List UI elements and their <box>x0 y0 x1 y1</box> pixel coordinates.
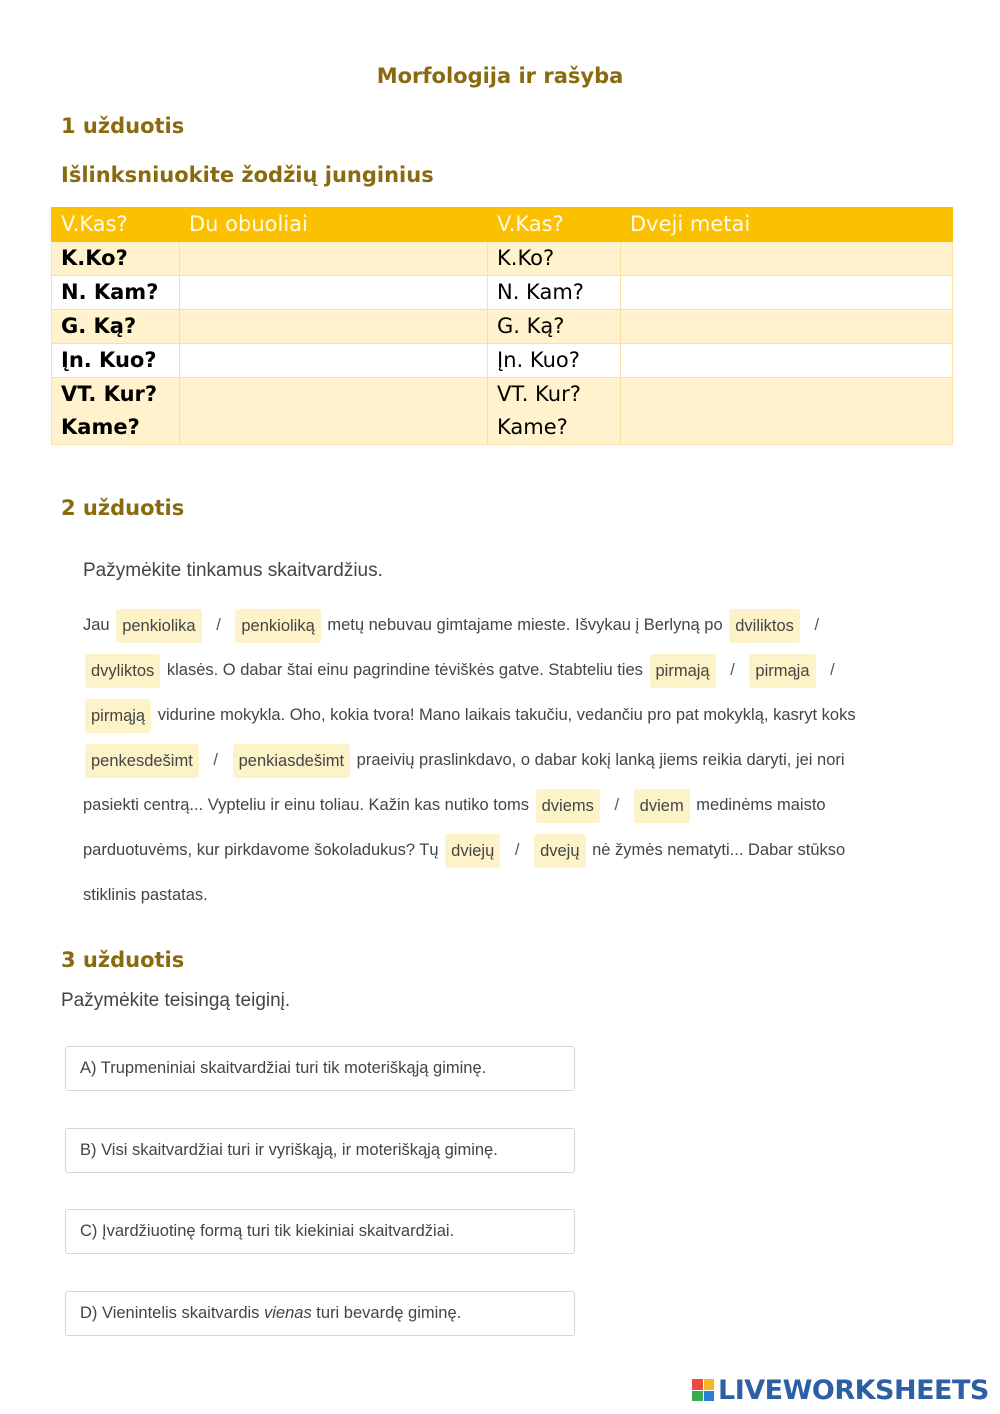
option-d-text-end: turi bevardę giminę. <box>311 1304 462 1322</box>
text-fragment: Jau <box>83 616 110 634</box>
choice-penkiasdesimt[interactable]: penkiasdešimt <box>233 744 350 778</box>
choice-dviem[interactable]: dviem <box>634 789 690 823</box>
task-3-instruction: Pažymėkite teisingą teiginį. <box>61 990 291 1011</box>
text-fragment: metų nebuvau gimtajame mieste. Išvykau į Berlyną po <box>327 616 723 634</box>
choice-pirmaja-1[interactable]: pirmają <box>650 654 716 688</box>
slash-separator: / <box>213 751 218 769</box>
answer-cell-right[interactable] <box>621 310 953 344</box>
choice-pirmaja-3[interactable]: pirmąją <box>85 699 151 733</box>
case-label-line: Kame? <box>61 415 140 439</box>
slash-separator: / <box>830 661 835 679</box>
text-fragment: pasiekti centrą... Vypteliu ir einu toliau. Kažin kas nutiko toms <box>83 796 530 814</box>
slash-separator: / <box>614 796 620 814</box>
table-row <box>52 242 953 276</box>
text-line <box>83 828 845 873</box>
task-1-instruction: Išlinksniuokite žodžių junginius <box>61 163 434 187</box>
text-line <box>83 693 856 738</box>
text-line <box>83 873 208 918</box>
logo-square <box>692 1379 703 1390</box>
choice-dviems[interactable]: dviems <box>536 789 600 823</box>
text-line <box>83 648 843 693</box>
header-phrase-left: Du obuoliai <box>180 208 488 242</box>
task-2-instruction: Pažymėkite tinkamus skaitvardžius. <box>83 560 383 581</box>
case-label-left <box>52 378 180 445</box>
option-b[interactable]: B) Visi skaitvardžiai turi ir vyriškąją, ir moteriškąją giminę. <box>65 1128 575 1173</box>
text-fragment: medinėms maisto <box>696 796 826 814</box>
choice-dveju[interactable]: dvejų <box>534 834 585 868</box>
answer-cell-right[interactable] <box>621 344 953 378</box>
answer-cell-right[interactable] <box>621 276 953 310</box>
case-label-right: Įn. Kuo? <box>488 344 621 378</box>
choice-dviliktos[interactable]: dviliktos <box>729 609 800 643</box>
slash-separator: / <box>216 616 221 634</box>
case-label-line: VT. Kur? <box>497 382 581 406</box>
case-label-right: K.Ko? <box>488 242 621 276</box>
slash-separator: / <box>730 661 735 679</box>
option-c[interactable]: C) Įvardžiuotinę formą turi tik kiekiniai skaitvardžiai. <box>65 1209 575 1254</box>
table-header-row <box>52 208 953 242</box>
liveworksheets-logo <box>692 1374 989 1406</box>
logo-square <box>704 1391 715 1402</box>
text-fragment: vidurine mokykla. Oho, kokia tvora! Mano laikais takučiu, vedančiu pro pat mokyklą, kasryt koks <box>157 706 856 724</box>
answer-cell-left[interactable] <box>180 344 488 378</box>
header-case-left: V.Kas? <box>52 208 180 242</box>
logo-text: LIVEWORKSHEETS <box>718 1374 989 1406</box>
choice-penkiolika-acc[interactable]: penkioliką <box>235 609 320 643</box>
answer-cell-right[interactable] <box>621 242 953 276</box>
slash-separator: / <box>814 616 820 634</box>
text-fragment: parduotuvėms, kur pirkdavome šokoladukus? Tų <box>83 841 439 859</box>
choice-pirmaja-2[interactable]: pirmąja <box>749 654 815 688</box>
declension-table <box>51 207 953 445</box>
case-label-right: G. Ką? <box>488 310 621 344</box>
table-row <box>52 276 953 310</box>
table-row <box>52 310 953 344</box>
answer-cell-left[interactable] <box>180 276 488 310</box>
option-d-text: D) Vienintelis skaitvardis <box>80 1304 265 1322</box>
task-1-heading: 1 užduotis <box>61 114 185 138</box>
case-label-left: K.Ko? <box>52 242 180 276</box>
table-row <box>52 344 953 378</box>
task-3-heading: 3 užduotis <box>61 948 185 972</box>
logo-mark-icon <box>692 1379 714 1401</box>
text-fragment: klasės. O dabar štai einu pagrindine tėviškės gatve. Stabteliu ties <box>166 661 643 679</box>
text-fragment: stiklinis pastatas. <box>83 886 208 904</box>
answer-cell-left[interactable] <box>180 378 488 445</box>
text-fragment: praeivių praslinkdavo, o dabar kokį lanką jiems reikia daryti, jei nori <box>356 751 845 769</box>
choice-penkiolika[interactable]: penkiolika <box>116 609 201 643</box>
case-label-left: Įn. Kuo? <box>52 344 180 378</box>
logo-square <box>692 1391 703 1402</box>
text-line <box>83 738 845 783</box>
choice-dvyliktos[interactable]: dvyliktos <box>85 654 160 688</box>
answer-cell-right[interactable] <box>621 378 953 445</box>
header-phrase-right: Dveji metai <box>621 208 953 242</box>
table-row <box>52 378 953 445</box>
case-label-left: G. Ką? <box>52 310 180 344</box>
task-2-heading: 2 užduotis <box>61 496 185 520</box>
choice-dvieju[interactable]: dviejų <box>445 834 500 868</box>
option-d[interactable] <box>65 1291 575 1336</box>
case-label-line: Kame? <box>497 415 568 439</box>
case-label-line: VT. Kur? <box>61 382 158 406</box>
option-a[interactable]: A) Trupmeniniai skaitvardžiai turi tik moteriškąją giminę. <box>65 1046 575 1091</box>
case-label-right: N. Kam? <box>488 276 621 310</box>
text-line <box>83 603 827 648</box>
choice-penkesdesimt[interactable]: penkesdešimt <box>85 744 199 778</box>
slash-separator: / <box>514 841 520 859</box>
answer-cell-left[interactable] <box>180 242 488 276</box>
option-d-emphasis: vienas <box>264 1304 312 1322</box>
answer-cell-left[interactable] <box>180 310 488 344</box>
header-case-right: V.Kas? <box>488 208 621 242</box>
text-fragment: nė žymės nematyti... Dabar stūkso <box>592 841 846 859</box>
logo-square <box>704 1379 715 1390</box>
text-line <box>83 783 826 828</box>
case-label-right <box>488 378 621 445</box>
worksheet-title: Morfologija ir rašyba <box>376 64 624 88</box>
case-label-left: N. Kam? <box>52 276 180 310</box>
